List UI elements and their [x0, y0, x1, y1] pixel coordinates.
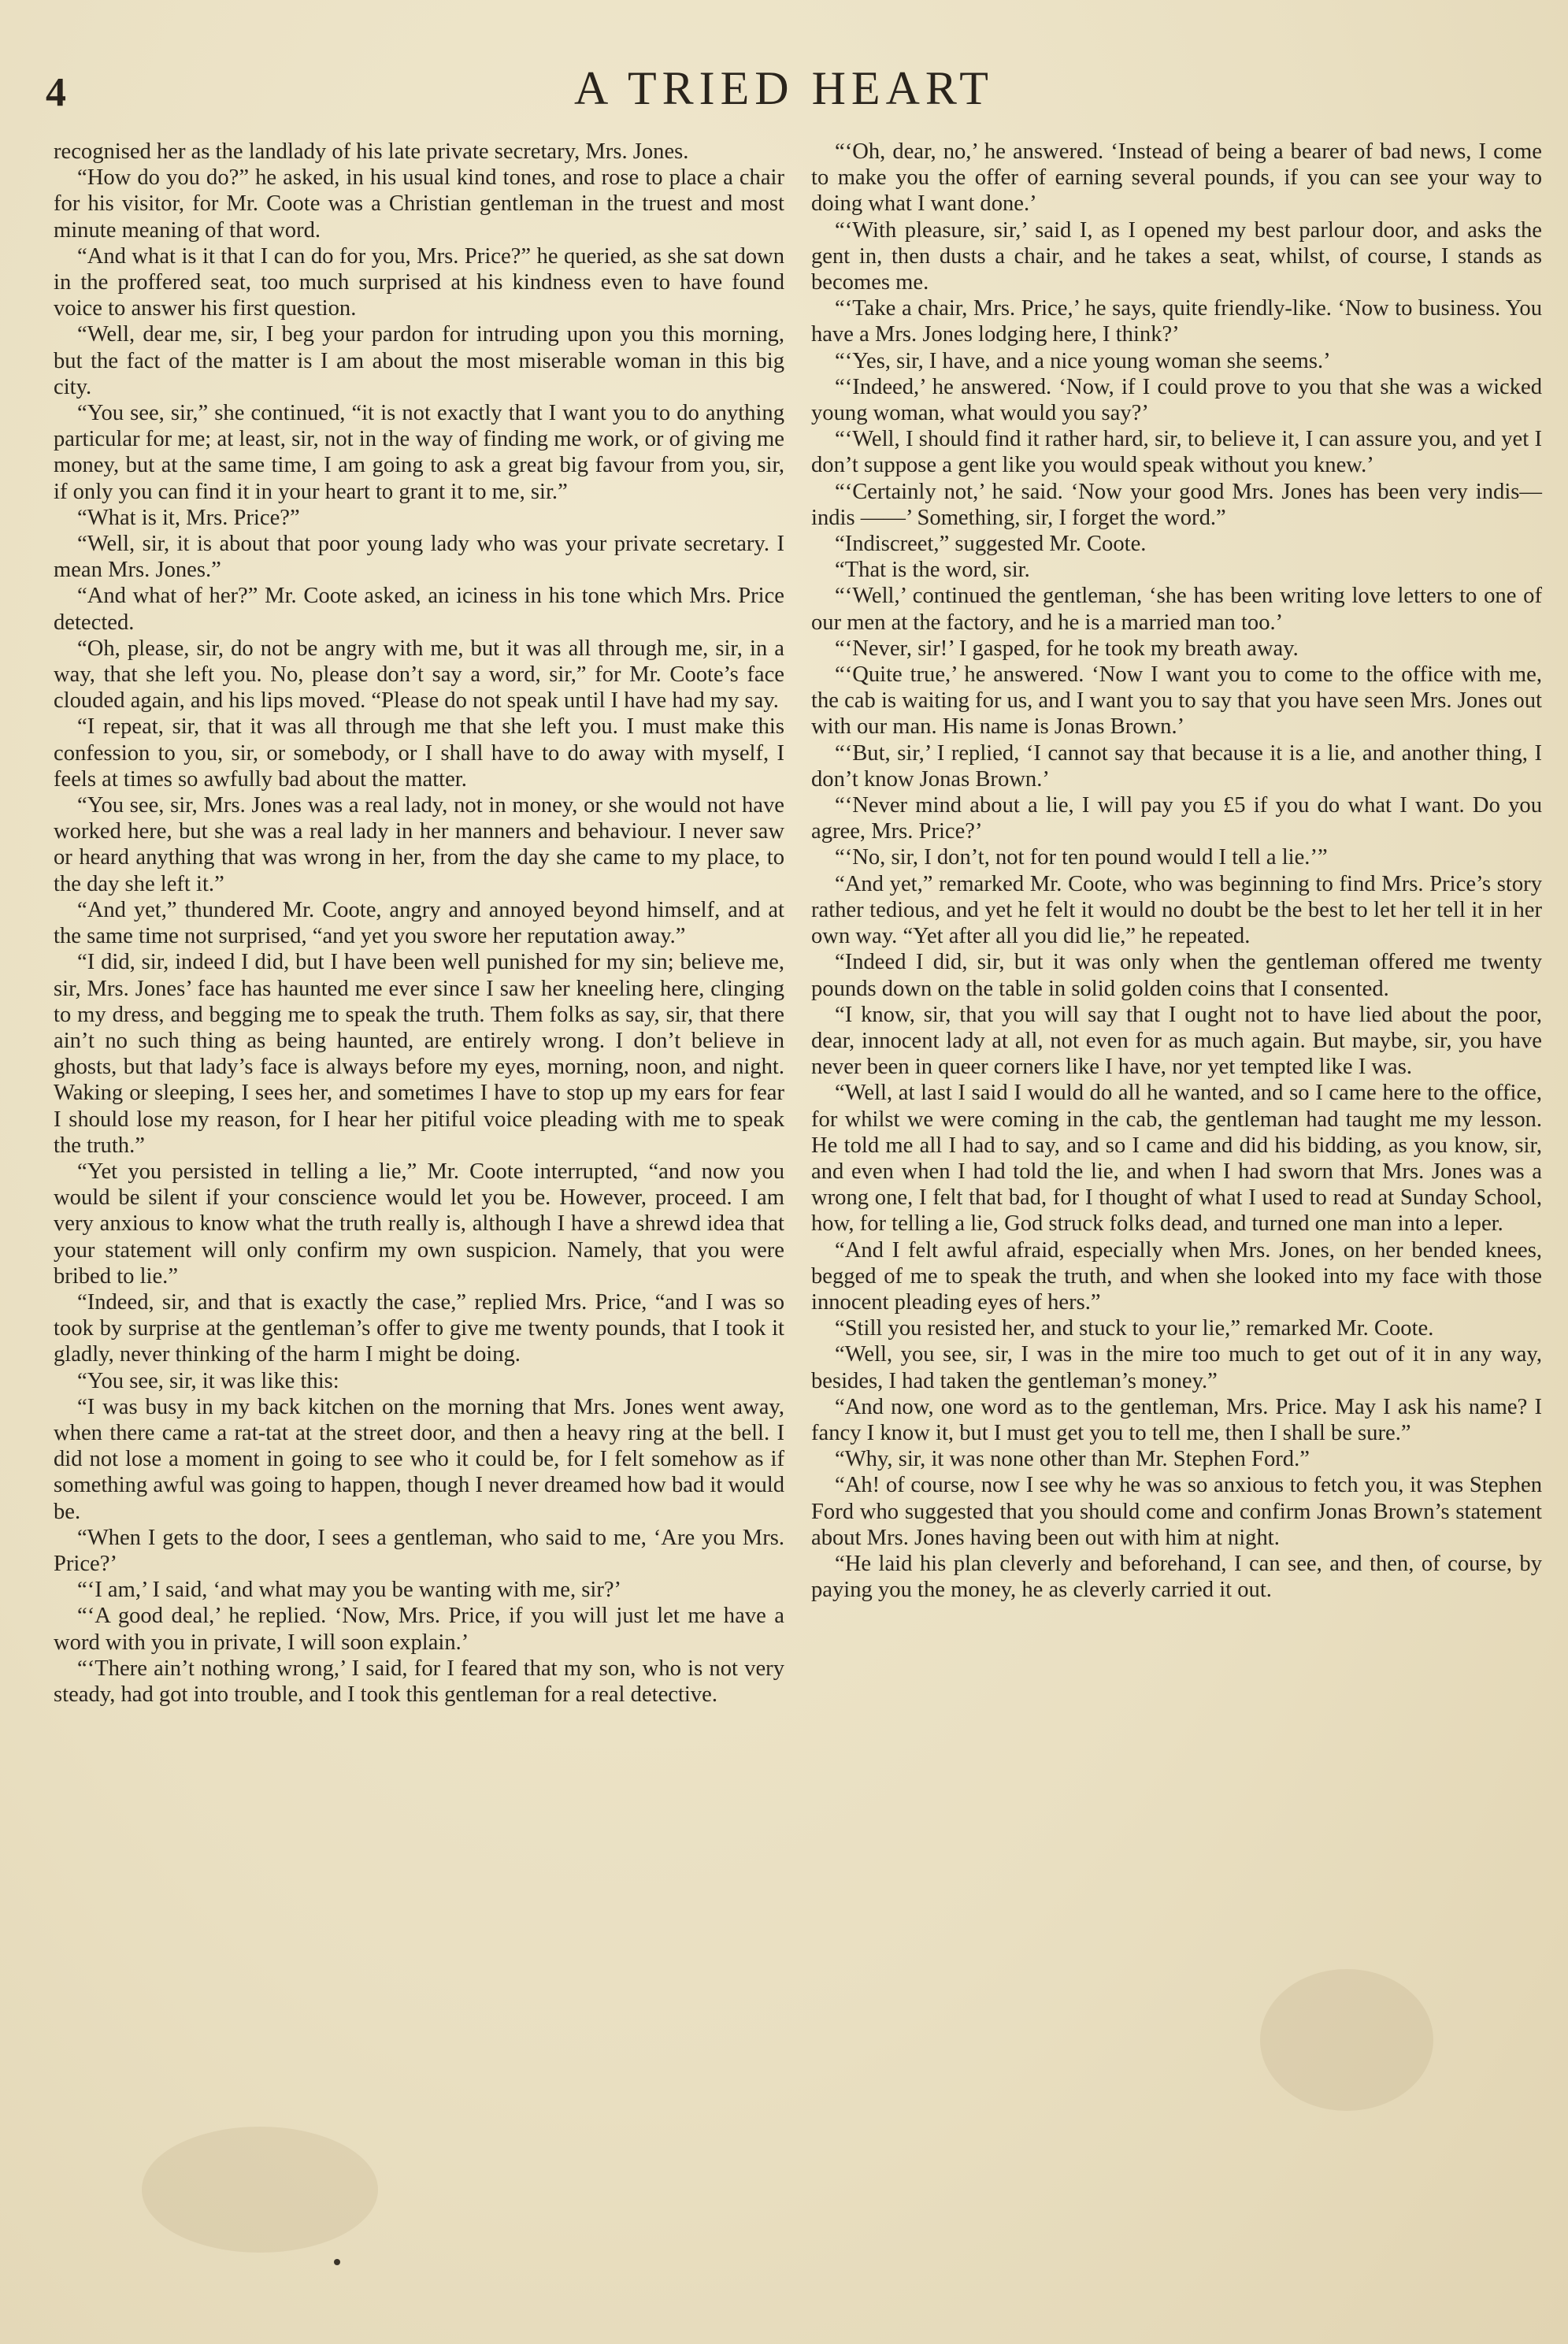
paragraph: “‘Certainly not,’ he said. ‘Now your good Mrs. Jones has been very indis—indis ——’ Something, sir, I forget the word.” [811, 479, 1542, 530]
paragraph: recognised her as the landlady of his late private secretary, Mrs. Jones. [54, 139, 689, 164]
paragraph: “Still you resisted her, and stuck to your lie,” remarked Mr. Coote. [835, 1316, 1434, 1341]
paragraph: “You see, sir, Mrs. Jones was a real lady, not in money, or she would not have worked here, but she was a real lady in her manners and behaviour. I never saw or heard anything that was wrong in her, from the day she came to my place, to the day she left it.” [54, 793, 784, 896]
paragraph: “‘Indeed,’ he answered. ‘Now, if I could prove to you that she was a wicked young woman, what would you say?’ [811, 374, 1542, 426]
page-number: 4 [46, 70, 67, 115]
paragraph: “‘No, sir, I don’t, not for ten pound would I tell a lie.’” [835, 845, 1328, 870]
paragraph: “Ah! of course, now I see why he was so anxious to fetch you, it was Stephen Ford who suggested that you should come and confirm Jonas Brown’s statement about Mrs. Jones having been out with him at night. [811, 1473, 1542, 1550]
running-title: A TRIED HEART [574, 62, 994, 114]
paragraph: “‘Well,’ continued the gentleman, ‘she has been writing love letters to one of our men at the factory, and he is a married man too.’ [811, 584, 1542, 635]
paragraph: “You see, sir,” she continued, “it is not exactly that I want you to do anything particular for me; at least, sir, not in the way of finding me work, or of giving me money, but at the same time, I am going to ask a great big favour from you, sir, if only you can find it in your heart to grant it to me, sir.” [54, 401, 784, 504]
paragraph: “What is it, Mrs. Price?” [77, 505, 300, 530]
paragraph: “Indiscreet,” suggested Mr. Coote. [835, 532, 1147, 557]
paragraph: “Indeed I did, sir, but it was only when the gentleman offered me twenty pounds down on the table in solid golden coins that I consented. [811, 950, 1542, 1001]
paragraph: “That is the word, sir. [835, 558, 1030, 583]
paragraph: “Oh, please, sir, do not be angry with me, but it was all through me, sir, in a way, that she left you. No, please don’t say a word, sir,” for Mr. Coote’s face clouded again, and his lips moved. “Please do not speak until I have had my say. [54, 636, 784, 714]
paragraph: “Yet you persisted in telling a lie,” Mr. Coote interrupted, “and now you would be silent if your conscience would let you be. However, proceed. I am very anxious to know what the truth really is, although I have a shrewd idea that your statement will only confirm my own suspicion. Namely, that you were bribed to lie.” [54, 1159, 784, 1289]
paragraph: “And I felt awful afraid, especially when Mrs. Jones, on her bended knees, begged of me to speak the truth, and when she looked into my face with those innocent pleading eyes of hers.” [811, 1237, 1542, 1315]
paragraph: “I know, sir, that you will say that I ought not to have lied about the poor, dear, innocent lady at all, not even for as much again. But maybe, sir, you have never been in queer corners like I have, nor yet tempted like I was. [811, 1002, 1542, 1080]
paragraph: “‘I am,’ I said, ‘and what may you be wanting with me, sir?’ [77, 1578, 622, 1603]
paragraph: “And what is it that I can do for you, Mrs. Price?” he queried, as she sat down in the proffered seat, too much surprised at his kindness even to have found voice to answer his first question. [54, 243, 784, 321]
paragraph: “Why, sir, it was none other than Mr. Stephen Ford.” [835, 1447, 1310, 1472]
paragraph: “And now, one word as to the gentleman, Mrs. Price. May I ask his name? I fancy I know it, but I must get you to tell me, then I shall be sure.” [811, 1394, 1542, 1445]
paragraph: “‘But, sir,’ I replied, ‘I cannot say that because it is a lie, and another thing, I don’t know Jonas Brown.’ [811, 740, 1542, 792]
paragraph: “‘Never mind about a lie, I will pay you £5 if you do what I want. Do you agree, Mrs. Price?’ [811, 793, 1542, 844]
paragraph: “Well, dear me, sir, I beg your pardon for intruding upon you this morning, but the fact of the matter is I am about the most miserable woman in this big city. [54, 322, 784, 399]
paragraph: “‘Oh, dear, no,’ he answered. ‘Instead of being a bearer of bad news, I come to make you the offer of earning several pounds, if you can see your way to doing what I want done.’ [811, 139, 1542, 217]
paragraph: “I was busy in my back kitchen on the morning that Mrs. Jones went away, when there came a rat-tat at the street door, and then a heavy ring at the bell. I did not lose a moment in going to see who it could be, for I felt somehow as if something awful was going to happen, though I never dreamed how bad it would be. [54, 1394, 784, 1524]
paragraph: “And yet,” thundered Mr. Coote, angry and annoyed beyond himself, and at the same time not surprised, “and yet you swore her reputation away.” [54, 897, 784, 949]
paragraph: “You see, sir, it was like this: [77, 1368, 339, 1393]
paragraph: “He laid his plan cleverly and beforehand, I can see, and then, of course, by paying you the money, he as cleverly carried it out. [811, 1551, 1542, 1603]
paragraph: “‘Take a chair, Mrs. Price,’ he says, quite friendly-like. ‘Now to business. You have a Mrs. Jones lodging here, I think?’ [811, 296, 1542, 347]
paragraph: “And yet,” remarked Mr. Coote, who was beginning to find Mrs. Price’s story rather tedious, and yet he felt it would no doubt be the best to let her tell it in her own way. “Yet after all you did lie,” he repeated. [811, 871, 1542, 949]
paragraph: “How do you do?” he asked, in his usual kind tones, and rose to place a chair for his visitor, for Mr. Coote was a Christian gentleman in the truest and most minute meaning of that word. [54, 165, 784, 243]
paragraph: “And what of her?” Mr. Coote asked, an iciness in his tone which Mrs. Price detected. [54, 584, 784, 635]
paragraph: “‘Well, I should find it rather hard, sir, to believe it, I can assure you, and yet I don’t suppose a gent like you would speak without you knew.’ [811, 427, 1542, 478]
printer-mark [334, 2259, 340, 2265]
right-column [811, 139, 1542, 1603]
paragraph: “Well, at last I said I would do all he wanted, and so I came here to the office, for whilst we were coming in the cab, the gentleman had taught me my lesson. He told me all I had to say, and so I came and did his bidding, as you know, sir, and even when I had told the lie, and when I had sworn that Mrs. Jones was a wrong one, I felt that bad, for I thought of what I used to read at Sunday School, how, for telling a lie, God struck folks dead, and turned one man into a leper. [811, 1081, 1542, 1237]
paragraph: “‘With pleasure, sir,’ said I, as I opened my best parlour door, and asks the gent in, then dusts a chair, and he takes a seat, whilst, of course, I stands as becomes me. [811, 217, 1542, 295]
left-column [54, 139, 784, 1708]
paragraph: “‘Yes, sir, I have, and a nice young woman she seems.’ [835, 348, 1331, 373]
paragraph: “‘There ain’t nothing wrong,’ I said, for I feared that my son, who is not very steady, had got into trouble, and I took this gentleman for a real detective. [54, 1656, 784, 1707]
paragraph: “‘A good deal,’ he replied. ‘Now, Mrs. Price, if you will just let me have a word with you in private, I will soon explain.’ [54, 1604, 784, 1655]
paragraph: “‘Never, sir!’ I gasped, for he took my breath away. [835, 636, 1299, 661]
paragraph: “Indeed, sir, and that is exactly the case,” replied Mrs. Price, “and I was so took by surprise at the gentleman’s offer to give me twenty pounds, that I took it gladly, never thinking of the harm I might be doing. [54, 1289, 784, 1367]
paragraph: “I repeat, sir, that it was all through me that she left you. I must make this confession to you, sir, or somebody, or I shall have to do away with myself, I feels at times so awfully bad about the matter. [54, 714, 784, 792]
paragraph: “Well, you see, sir, I was in the mire too much to get out of it in any way, besides, I had taken the gentleman’s money.” [811, 1342, 1542, 1393]
paragraph: “I did, sir, indeed I did, but I have been well punished for my sin; believe me, sir, Mrs. Jones’ face has haunted me ever since I saw her kneeling here, clinging to my dress, and begging me to speak the truth. Them folks as say, sir, that there ain’t no such thing as being haunted, are entirely wrong. I don’t believe in ghosts, but that lady’s face is always before my eyes, morning, noon, and night. Waking or sleeping, I sees her, and sometimes I have to stop up my ears for fear I should lose my reason, for I hear her pitiful voice pleading with me to speak the truth.” [54, 950, 784, 1158]
paragraph: “‘Quite true,’ he answered. ‘Now I want you to come to the office with me, the cab is waiting for us, and I want you to say that you have seen Mrs. Jones out with our man. His name is Jonas Brown.’ [811, 662, 1542, 740]
paragraph: “When I gets to the door, I sees a gentleman, who said to me, ‘Are you Mrs. Price?’ [54, 1525, 784, 1576]
paragraph: “Well, sir, it is about that poor young lady who was your private secretary. I mean Mrs. Jones.” [54, 532, 784, 583]
